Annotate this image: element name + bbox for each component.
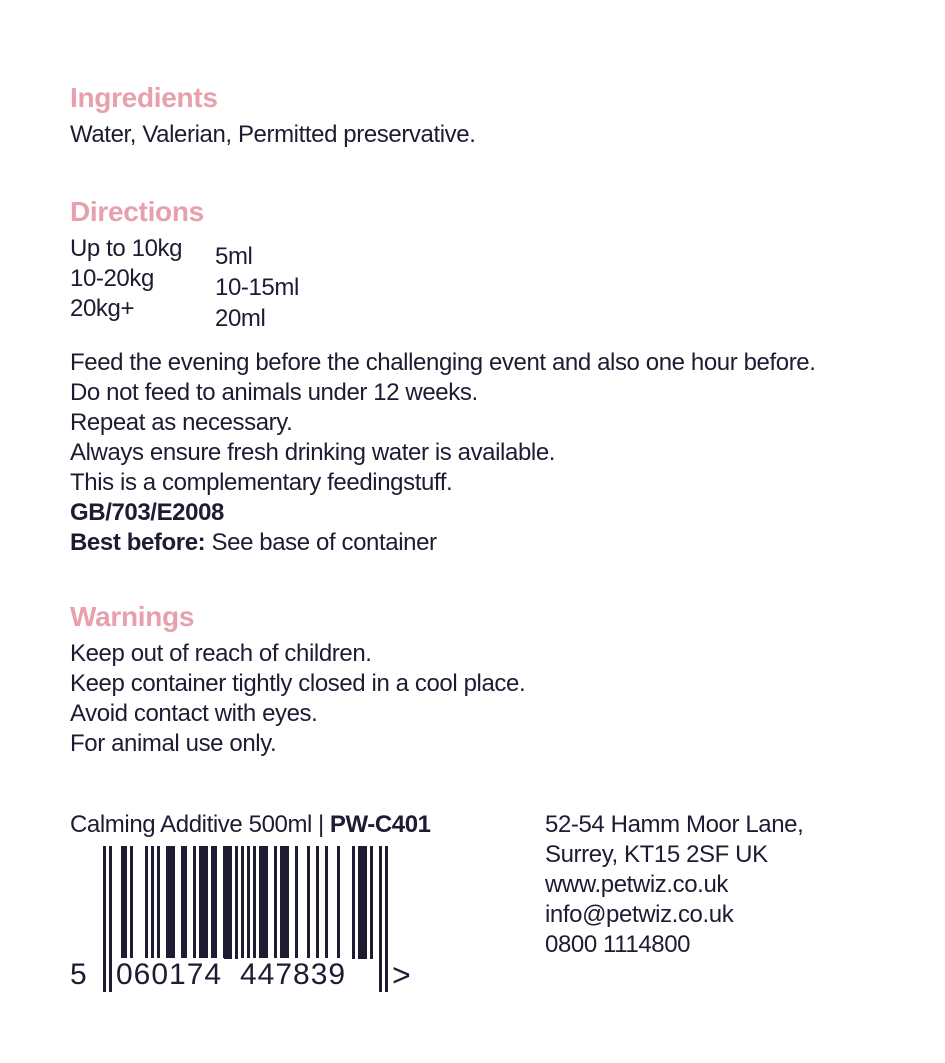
barcode-right-digits: 447839 [240, 958, 347, 991]
dosage-weight: 20kg+ [70, 295, 135, 322]
dosage-amount: 10-15ml [215, 274, 299, 301]
warnings-heading: Warnings [70, 601, 195, 632]
best-before-label: Best before: [70, 529, 206, 556]
registration-code: GB/703/E2008 [70, 499, 224, 526]
dosage-amount: 20ml [215, 305, 266, 332]
best-before-value: See base of container [211, 529, 437, 556]
ingredients-text: Water, Valerian, Permitted preservative. [70, 121, 476, 148]
dosage-weight-column [70, 234, 215, 334]
email: info@petwiz.co.uk [545, 901, 734, 928]
dosage-weight: 10-20kg [70, 265, 154, 292]
product-name: Calming Additive 500ml [70, 811, 312, 838]
feeding-note: This is a complementary feedingstuff. [70, 469, 453, 496]
warning-item: Keep out of reach of children. [70, 640, 372, 667]
feeding-note: Do not feed to animals under 12 weeks. [70, 379, 478, 406]
warning-item: Avoid contact with eyes. [70, 700, 318, 727]
dosage-amount-column [215, 234, 299, 334]
warning-item: For animal use only. [70, 730, 277, 757]
contact-block [545, 810, 803, 960]
barcode-left-digits: 060174 [116, 958, 223, 991]
feeding-notes [70, 348, 890, 558]
barcode-quiet-zone-indicator: > [392, 957, 412, 993]
product-line [70, 810, 431, 840]
address-line-2: Surrey, KT15 2SF UK [545, 841, 768, 868]
feeding-note: Feed the evening before the challenging event and also one hour before. [70, 349, 816, 376]
feeding-note: Repeat as necessary. [70, 409, 293, 436]
product-sku: PW-C401 [329, 811, 431, 838]
website: www.petwiz.co.uk [545, 871, 728, 898]
ingredients-heading: Ingredients [70, 82, 218, 113]
best-before-line [70, 528, 890, 558]
barcode [70, 846, 440, 998]
directions-section [70, 196, 299, 334]
barcode-first-digit: 5 [70, 958, 88, 991]
warning-item: Keep container tightly closed in a cool place. [70, 670, 526, 697]
warnings-list [70, 639, 525, 759]
dosage-table [70, 234, 299, 334]
warnings-section [70, 601, 525, 759]
feeding-note: Always ensure fresh drinking water is available. [70, 439, 556, 466]
ingredients-section [70, 82, 476, 150]
dosage-weight: Up to 10kg [70, 235, 183, 262]
address-line-1: 52-54 Hamm Moor Lane, [545, 811, 804, 838]
directions-heading: Directions [70, 196, 204, 227]
phone: 0800 1114800 [545, 931, 691, 958]
product-separator: | [318, 811, 324, 838]
dosage-amount: 5ml [215, 243, 253, 270]
